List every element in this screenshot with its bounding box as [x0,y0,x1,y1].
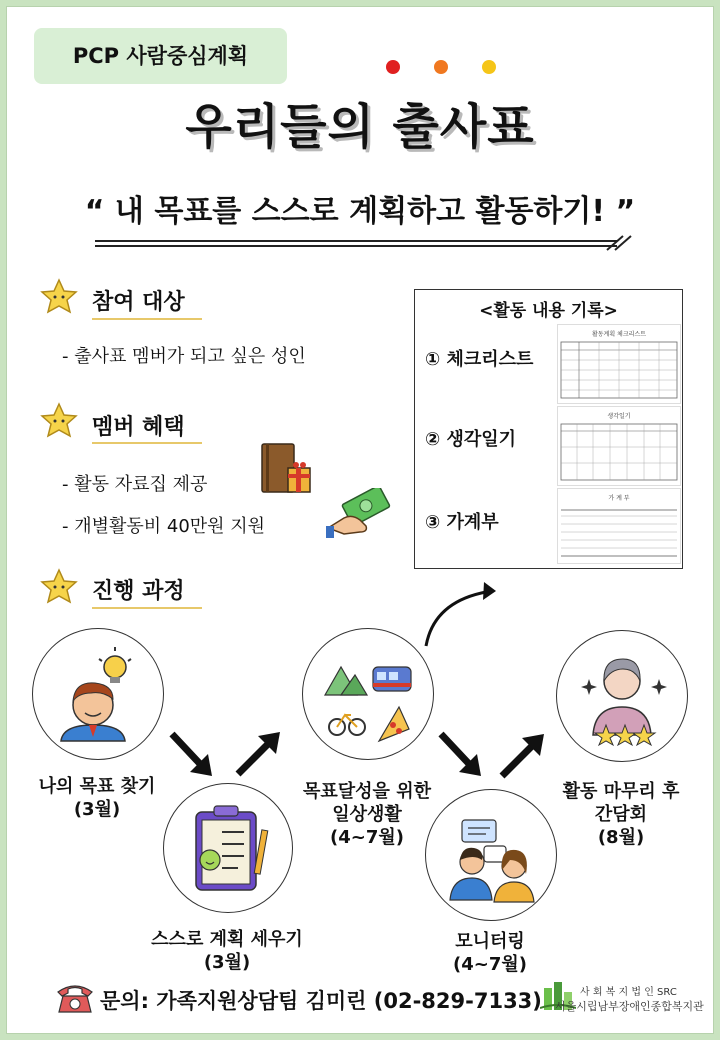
step-1-circle [32,628,164,760]
step-1-title: 나의 목표 찾기 [38,776,156,797]
section-underline [92,442,202,444]
phone-icon [55,980,95,1014]
step-5-title: 활동 마무리 후 [562,781,680,802]
section-benefit-title: 멤버 혜택 [92,415,185,440]
arrow-up-right-1 [232,728,284,780]
contact-info: 문의: 가족지원상담팀 김미린 (02-829-7133) [100,989,542,1013]
section-target-title: 참여 대상 [92,290,185,315]
step-5-circle [556,630,688,762]
arrow-down-right-2 [437,730,487,782]
ledger-document-thumbnail [557,488,681,564]
step-1-label [22,775,172,821]
checklist-document-thumbnail [557,324,681,404]
step-2-period: (3월) [203,952,251,973]
arrow-up-right-2 [496,730,548,782]
checklist-grid [559,340,679,400]
target-item: - 출사표 멤버가 되고 싶은 성인 [62,346,306,367]
step-5-subtitle: 간담회 [594,804,648,825]
star-icon [40,278,78,314]
step-4-title: 모니터링 [455,931,525,952]
red-dot [386,60,400,74]
checklist-doc-title: 활동계획 체크리스트 [591,331,647,338]
benefit-item-funding: - 개별활동비 40만원 지원 [62,516,266,537]
benefit-item-materials: - 활동 자료집 제공 [62,474,208,495]
arrow-down-right-1 [168,730,218,782]
record-box-title: <활동 내용 기록> [479,301,618,321]
step-3-circle [302,628,434,760]
diary-calendar-grid [559,422,679,482]
step-1-period: (3월) [73,799,121,820]
section-underline [92,318,202,320]
org-name: 서울시립남부장애인종합복지관 [555,1000,704,1013]
section-process-title: 진행 과정 [92,579,185,604]
step-5-period: (8월) [597,827,645,848]
record-checklist-label: ① 체크리스트 [425,349,534,370]
step-3-period: (4~7월) [330,827,404,848]
ledger-doc-title: 가 계 부 [608,495,630,502]
step-5-label [541,780,701,849]
clipboard-icon [164,784,292,912]
step-3-subtitle: 일상생활 [332,804,402,825]
slogan: “ 내 목표를 스스로 계획하고 활동하기! ” [84,194,636,229]
step-2-title: 스스로 계획 세우기 [151,929,303,950]
program-tag: PCP 사람중심계획 [34,28,287,84]
idea-person-icon [33,629,163,759]
step-4-label [410,930,570,976]
step-2-label [132,928,322,974]
achievement-icon [557,631,687,761]
org-type: 사 회 복 지 법 인 SRC [580,987,677,998]
step-3-label [282,780,452,849]
page-title: 우리들의 출사표 [185,99,535,155]
orange-dot [434,60,448,74]
yellow-dot [482,60,496,74]
daily-life-icon [303,629,433,759]
slogan-underline [95,232,635,252]
diary-document-thumbnail [557,406,681,486]
section-underline [92,607,202,609]
book-gift-icon [258,442,314,496]
step-3-title: 목표달성을 위한 [303,781,431,802]
activity-record-box [414,289,683,569]
record-diary-label: ② 생각일기 [425,429,517,450]
money-hand-icon [326,488,392,538]
ledger-grid [559,504,679,560]
step-2-circle [163,783,293,913]
record-ledger-label: ③ 가계부 [425,512,499,533]
step-4-period: (4~7월) [453,954,527,975]
star-icon [40,402,78,438]
star-icon [40,568,78,604]
diary-doc-title: 생각일기 [607,413,631,420]
